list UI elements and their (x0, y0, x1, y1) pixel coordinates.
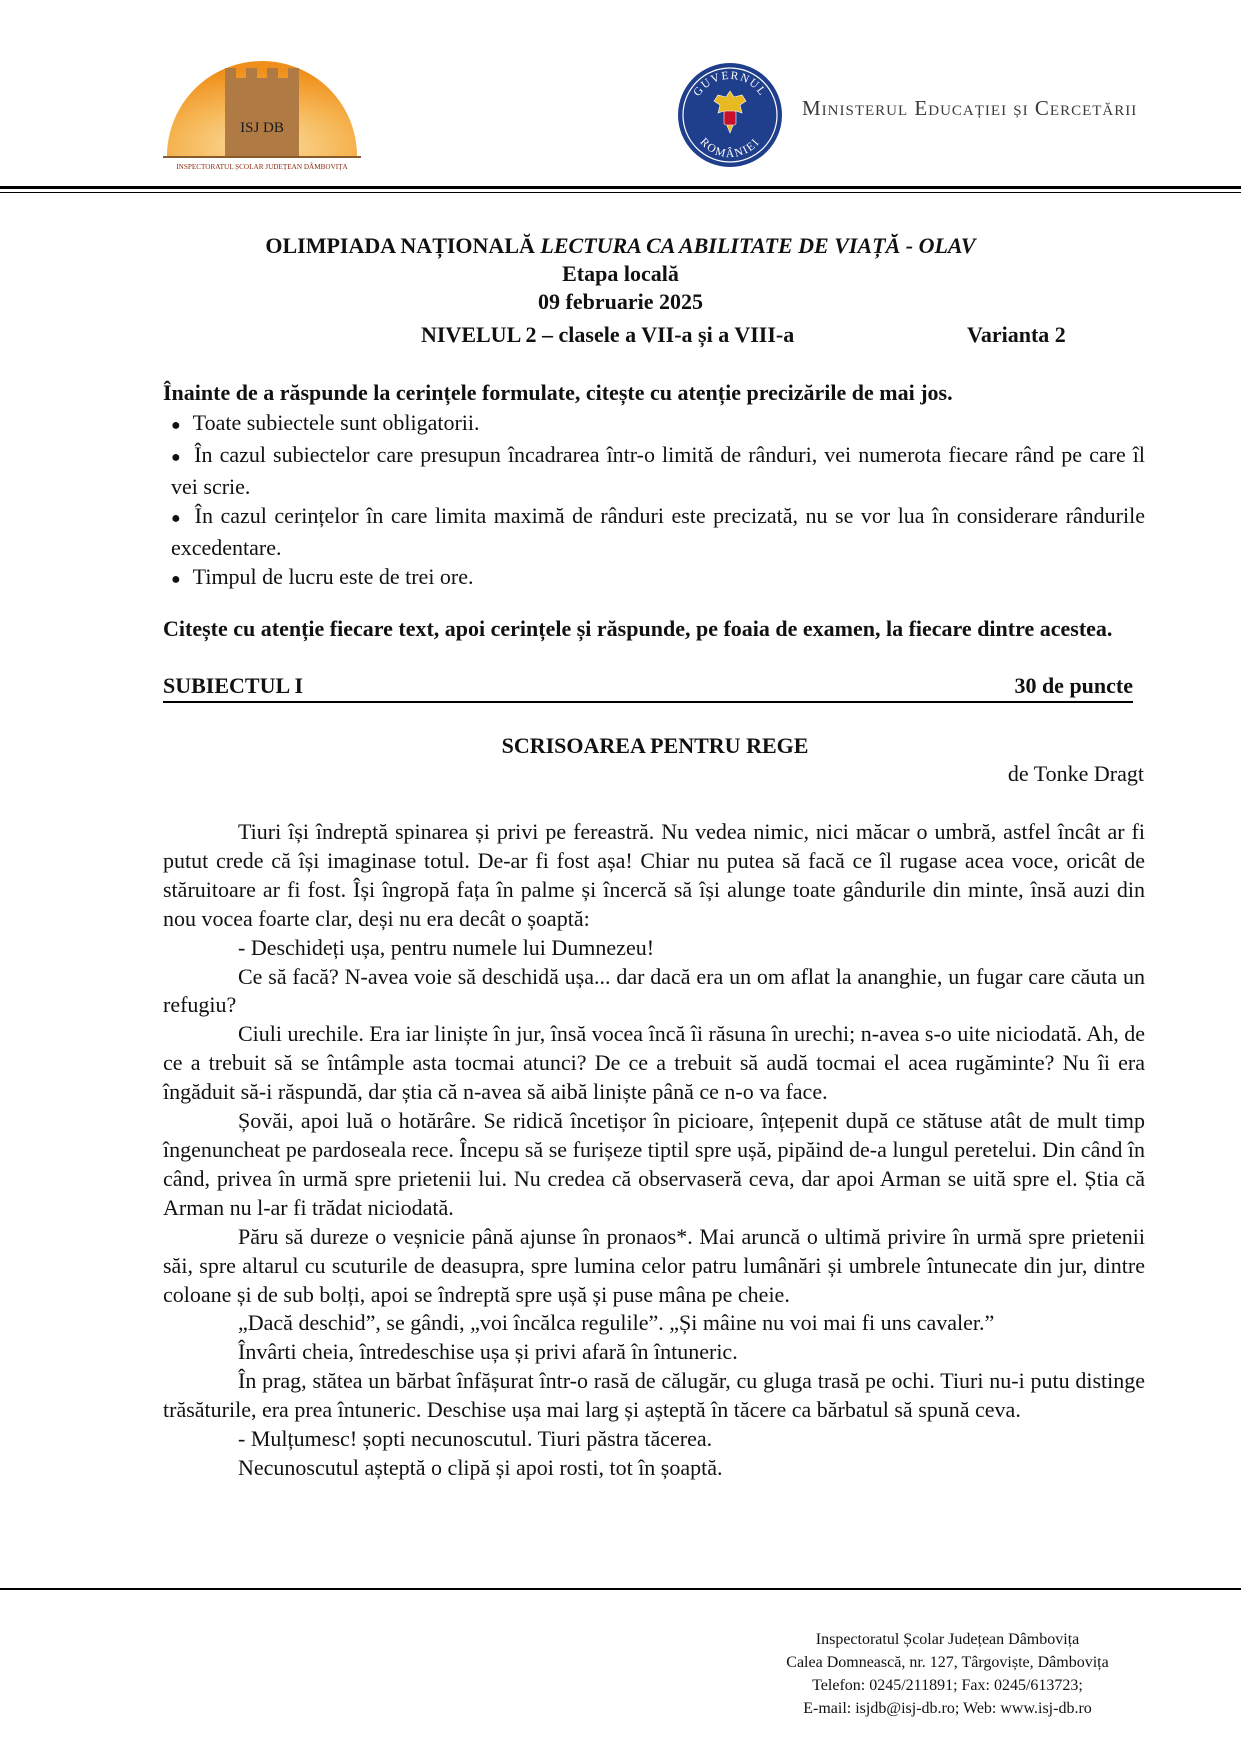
bullet-icon: ● (171, 417, 181, 434)
story-paragraph: În prag, stătea un bărbat înfășurat într-o rasă de călugăr, cu gluga trasă pe ochi. Tiuri nu-i putu distinge trăsăturile, era prea întuneric. Deschise ușa mai larg și așteptă în tăcere ca bărbatul să spună ceva. (163, 1368, 1145, 1423)
story-paragraph: - Mulțumesc! șopti necunoscutul. Tiuri păstra tăcerea. (238, 1426, 713, 1452)
list-item: ● Toate subiectele sunt obligatorii. (171, 410, 480, 435)
tower-icon (225, 68, 299, 156)
story-text (163, 818, 1145, 1483)
story-paragraph: Păru să dureze o veșnicie până ajunse în pronaos*. Mai aruncă o ultimă privire în urmă spre prietenii săi, spre altarul cu scuturile de deasupra, spre lumina celor patru lumânări și umbrele întunecate din jur, dintre coloane și de sub bolți, apoi se îndreptă spre ușă și puse mâna pe cheie. (163, 1223, 1145, 1307)
header-rule-thin (0, 192, 1241, 193)
title-date: 09 februarie 2025 (538, 289, 703, 314)
bullet-icon: ● (171, 571, 181, 588)
isj-logo-text: ISJ DB (240, 120, 284, 136)
footer-email-web: E-mail: isjdb@isj-db.ro; Web: www.isj-db.ro (803, 1700, 1092, 1717)
footer-contact (700, 1628, 1195, 1720)
crest-text-top: GUVERNUL (691, 69, 769, 99)
list-item: ● Timpul de lucru este de trei ore. (171, 564, 474, 589)
title-line1-italic: LECTURA CA ABILITATE DE VIAȚĂ - OLAV (540, 233, 976, 258)
story-paragraph: - Deschideți ușa, pentru numele lui Dumnezeu! (238, 934, 655, 960)
instructions-heading: Înainte de a răspunde la cerințele formulate, citește cu atenție precizările de mai jos. (163, 380, 953, 405)
crest-text-bottom: ROMÂNIEI (697, 136, 763, 161)
footer-rule (0, 1588, 1241, 1590)
story-paragraph: Ciuli urechile. Era iar liniște în jur, însă vocea încă îi răsuna în urechi; n-avea s-o uite niciodată. Ah, de ce a trebuit să se întâmple asta tocmai atunci? De ce a trebuit să audă tocmai el acea rugăminte? Nu îi era îngăduit să-i răspundă, dar știa că n-avea să aibă liniște până ce n-o va face. (163, 1021, 1145, 1105)
isj-logo-caption: INSPECTORATUL ȘCOLAR JUDEȚEAN DÂMBOVIȚA (176, 163, 348, 171)
olympiad-title (0, 232, 1241, 316)
story-paragraph: Ce să facă? N-avea voie să deschidă ușa... dar dacă era un om aflat la ananghie, un fugar care căuta un refugiu? (163, 963, 1145, 1018)
title-line1-regular: OLIMPIADA NAȚIONALĂ (265, 233, 541, 258)
header-rule-thick (0, 186, 1241, 189)
story-paragraph: „Dacă deschid”, se gândi, „voi încălca regulile”. „Și mâine nu voi mai fi uns cavaler.” (238, 1310, 995, 1336)
government-crest (676, 61, 784, 169)
subject-points: 30 de puncte (1014, 673, 1133, 698)
story-paragraph: Învârti cheia, întredeschise ușa și privi afară în întuneric. (238, 1339, 738, 1365)
subject-label: SUBIECTUL I (163, 673, 304, 698)
footer-phone: Telefon: 0245/211891; Fax: 0245/613723; (812, 1677, 1083, 1694)
story-paragraph: Tiuri își îndreptă spinarea și privi pe fereastră. Nu vedea nimic, nici măcar o umbră, astfel încât ar fi putut crede că își imaginase totul. De-ar fi fost așa! Chiar nu putea să facă ce îl rugase acea voce, oricât de stăruitoare ar fi fost. Își îngropă fața în palme și încercă să își alunge toate gândurile din minte, însă auzi din nou vocea foarte clar, deși nu era decât o șoaptă: (163, 819, 1145, 931)
isj-logo (163, 48, 361, 173)
story-author: de Tonke Dragt (1007, 761, 1144, 786)
list-item: ● În cazul cerințelor în care limita maximă de rânduri este precizată, nu se vor lua în considerare rândurile excedentare. (171, 503, 1145, 560)
story-paragraph: Șovăi, apoi luă o hotărâre. Se ridică încetișor în picioare, înțepenit după ce stătuse atât de mult timp îngenuncheat pe pardoseala rece. Începu să se furișeze tiptil spre ușă, pipăind de-a lungul peretelui. Din când în când, privea în urmă spre prietenii lui. Nu credea că observaseră ceva, dar apoi Arman se uită spre el. Știa că Arman nu l-ar fi trădat niciodată. (163, 1108, 1145, 1220)
story-paragraph: Necunoscutul așteptă o clipă și apoi rosti, tot în șoaptă. (238, 1454, 723, 1480)
footer-institution: Inspectoratul Școlar Județean Dâmbovița (815, 1631, 1080, 1648)
read-all-instruction: Citește cu atenție fiecare text, apoi cerințele și răspunde, pe foaia de examen, la fiecare dintre acestea. (163, 616, 1113, 641)
bullet-icon: ● (171, 510, 183, 527)
title-variant: Varianta 2 (967, 322, 1066, 347)
footer-address: Calea Domnească, nr. 127, Târgoviște, Dâmbovița (786, 1654, 1109, 1671)
story-title: SCRISOAREA PENTRU REGE (501, 733, 809, 758)
subject-heading (163, 673, 1133, 703)
title-stage: Etapa locală (562, 261, 679, 286)
title-level: NIVELUL 2 – clasele a VII-a și a VIII-a (421, 322, 795, 347)
list-item: ● În cazul subiectelor care presupun încadrarea într-o limită de rânduri, vei numerota fiecare rând pe care îl vei scrie. (171, 442, 1145, 499)
bullet-icon: ● (171, 449, 183, 466)
ministry-name: Ministerul Educației și Cercetării (802, 96, 1138, 120)
instructions-list (163, 408, 1145, 594)
